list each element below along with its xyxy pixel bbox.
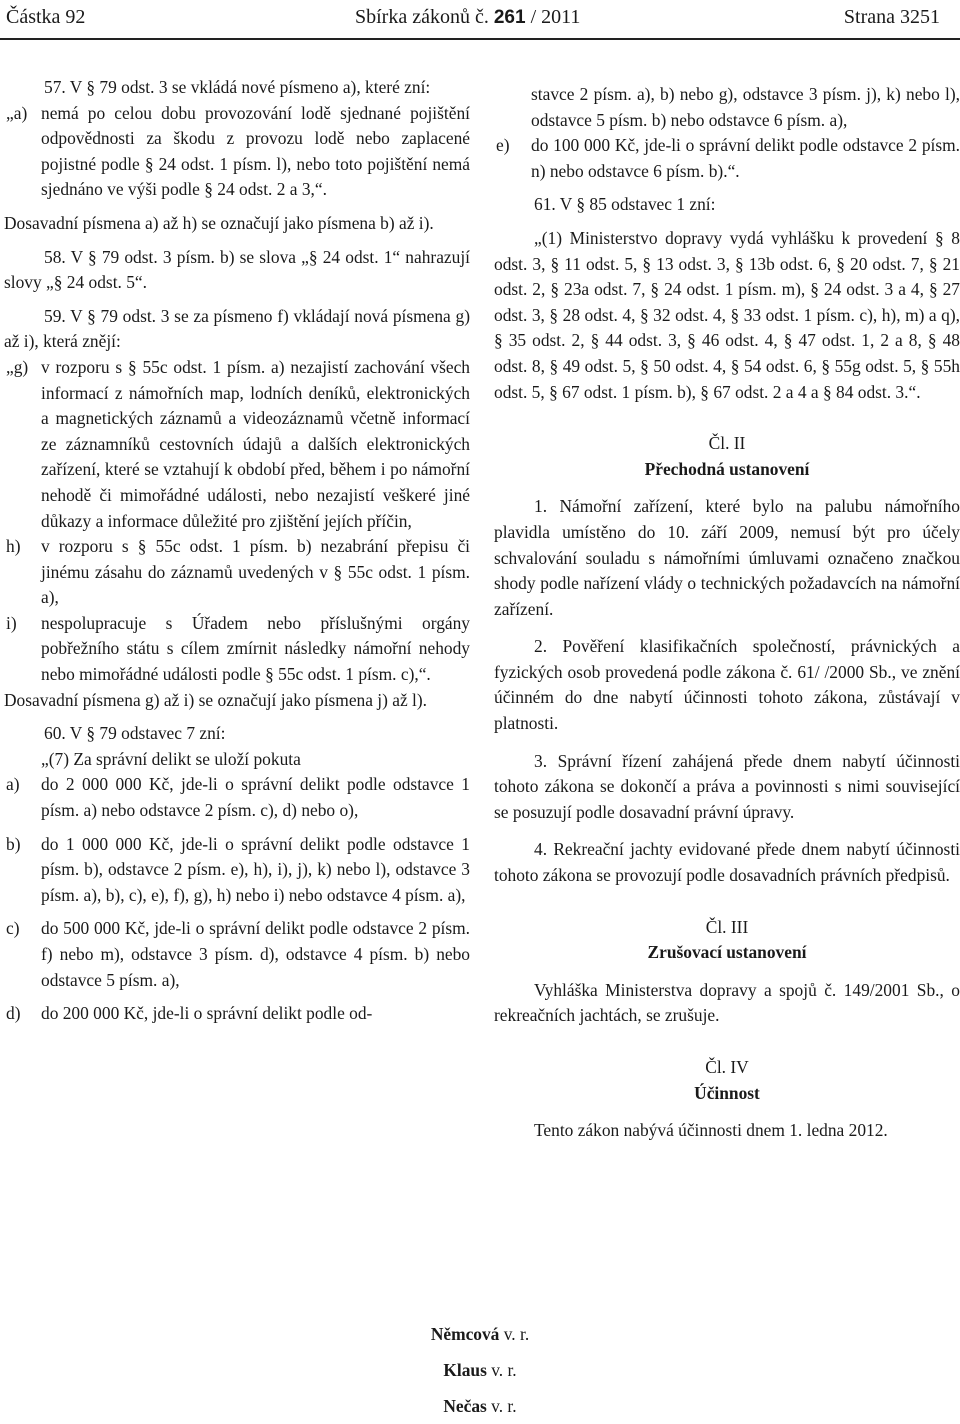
- paragraph-p59i: [4, 611, 470, 688]
- paragraph-p59h: [4, 534, 470, 611]
- paragraph-r60e: [494, 133, 960, 184]
- paragraph-text: Čl. II: [708, 433, 746, 454]
- right-column: [494, 82, 960, 1144]
- item-label: e): [496, 135, 510, 156]
- paragraph-text: 60. V § 79 odstavec 7 zní:: [44, 723, 226, 744]
- signatures-block: [0, 1316, 960, 1424]
- paragraph-text: 4. Rekreační jachty evidované přede dnem nabytí účinnosti tohoto zákona se provozují podle dosavadních právních předpisů.: [494, 839, 960, 886]
- paragraph-text: Dosavadní písmena g) až i) se označují jako písmena j) až l).: [4, 689, 428, 710]
- paragraph-rc2p4: [494, 837, 960, 888]
- item-label: b): [6, 833, 21, 854]
- item-label: i): [6, 612, 17, 633]
- left-column: [4, 75, 470, 1027]
- page-number: Strana 3251: [843, 6, 940, 28]
- item-label: h): [6, 536, 21, 557]
- paragraph-p59g: [4, 355, 470, 534]
- paragraph-text: Čl. III: [705, 916, 749, 937]
- paragraph-p59: [4, 304, 470, 355]
- paragraph-text: Tento zákon nabývá účinnosti dnem 1. ledna 2012.: [534, 1120, 888, 1141]
- paragraph-text: „(1) Ministerstvo dopravy vydá vyhlášku k provedení § 8 odst. 3, § 11 odst. 5, § 13 odst. 3, § 13b odst. 6, § 20 odst. 7, § 21 odst. 2, § 23a odst. 7, § 24 odst. 1 písm. m), § 24 odst. 3 a 4, § 27 odst. 3, § 28 odst. 4, § 32 odst. 4, § 33 odst. 1 písm. c), h), m) a q), § 35 odst. 2, § 44 odst. 3, § 46 odst. 4, § 47 odst. 1, 2 a 8, § 48 odst. 8, § 49 odst. 5, § 50 odst. 4, § 54 odst. 6, § 55g odst. 5, § 55h odst. 5, § 67 odst. 1 písm. b), § 67 odst. 2 a 4 a § 84 odst. 3.“.: [494, 227, 960, 402]
- paragraph-text: do 500 000 Kč, jde-li o správní delikt podle odstavce 2 písm. f) nebo m), odstavce 3 písm. d), odstavce 4 písm. b) nebo odstavce 5 písm. a),: [41, 918, 470, 990]
- paragraph-p58: [4, 245, 470, 296]
- signature-suffix: v. r.: [486, 1360, 517, 1380]
- paragraph-p57b: [4, 211, 470, 237]
- paragraph-rc2t: [494, 457, 960, 483]
- item-label: d): [6, 1003, 21, 1024]
- paragraph-text: stavce 2 písm. a), b) nebo g), odstavce 3 písm. j), k) nebo l), odstavce 5 písm. b) nebo odstavce 6 písm. a),: [531, 84, 960, 130]
- paragraph-rc4p: [494, 1118, 960, 1144]
- paragraph-r60d: [494, 82, 960, 133]
- item-label: a): [6, 774, 20, 795]
- paragraph-text: 3. Správní řízení zahájená přede dnem nabytí účinnosti tohoto zákona se dokončí a práva a povinnosti s nimi související se posuzují podle dosavadní právní úpravy.: [494, 750, 960, 822]
- paragraph-rc2p3: [494, 749, 960, 826]
- law-number: 261: [493, 7, 526, 28]
- paragraph-text: nespolupracuje s Úřadem nebo příslušnými orgány pobřežního státu s cílem zmírnit následky námořní nehody nebo mimořádné události podle § 55c odst. 1 písm. c),“.: [41, 612, 470, 685]
- item-label: c): [6, 918, 20, 939]
- paragraph-p60a: [4, 772, 470, 823]
- item-label: „g): [6, 356, 29, 377]
- paragraph-r61: [494, 192, 960, 218]
- paragraph-p60: [4, 721, 470, 747]
- page-header: [0, 6, 960, 30]
- item-label: „a): [6, 102, 28, 123]
- paragraph-rc2p2: [494, 634, 960, 736]
- collection-prefix: Sbírka zákonů č.: [355, 6, 494, 28]
- paragraph-text: 61. V § 85 odstavec 1 zní:: [534, 194, 716, 215]
- signature-suffix: v. r.: [486, 1396, 517, 1416]
- paragraph-p57: [4, 75, 470, 101]
- paragraph-text: nemá po celou dobu provozování lodě sjednané pojištění odpovědnosti za škodu z provozu lodě nebo zaplacené pojistné podle § 24 odst. 1 písm. l), nebo toto pojištění nemá sjednáno ve výši podle § 24 odst. 2 a 3,“.: [41, 102, 470, 200]
- paragraph-text: Zrušovací ustanovení: [647, 942, 807, 963]
- signature-line: [0, 1316, 960, 1352]
- signatory-name: Němcová: [430, 1324, 500, 1344]
- paragraph-text: Čl. IV: [705, 1057, 749, 1077]
- signature-suffix: v. r.: [499, 1324, 530, 1344]
- paragraph-text: Účinnost: [694, 1082, 760, 1103]
- paragraph-text: 2. Pověření klasifikačních společností, právnických a fyzických osob provedená podle zákona č. 61/ /2000 Sb., ve znění účinném do dne nabytí účinnosti tohoto zákona, zůstávají v platnosti.: [494, 636, 960, 734]
- paragraph-text: do 100 000 Kč, jde-li o správní delikt podle odstavce 2 písm. n) nebo odstavce 6 písm. b).“.: [531, 135, 960, 181]
- signature-line: [0, 1352, 960, 1388]
- paragraph-p60c: [4, 916, 470, 993]
- paragraph-p60b: [4, 832, 470, 909]
- paragraph-p59z: [4, 688, 470, 714]
- paragraph-p57a: [4, 101, 470, 203]
- paragraph-text: 1. Námořní zařízení, které bylo na palubu námořního plavidla umístěno do 10. září 2009, nemusí být pro účely schvalování souladu s námořními úmluvami označeno značkou shody podle nařízení vlády o technických požadavcích na námořní zařízení.: [494, 496, 960, 619]
- paragraph-rc3: [494, 915, 960, 941]
- paragraph-rc3p: [494, 978, 960, 1029]
- signature-line: [0, 1388, 960, 1424]
- collection-title: [355, 6, 580, 29]
- paragraph-text: do 1 000 000 Kč, jde-li o správní delikt podle odstavce 1 písm. b), odstavce 2 písm. e), h), i), j), k) nebo l), odstavce 3 písm. a), b), c), e), f), g), h) nebo i) nebo odstavce 4 písm. a),: [41, 833, 470, 905]
- header-rule: [0, 38, 960, 40]
- paragraph-rc3t: [494, 940, 960, 966]
- paragraph-text: Přechodná ustanovení: [644, 458, 810, 479]
- paragraph-r61q: [494, 226, 960, 405]
- paragraph-rc2: [494, 431, 960, 457]
- paragraph-text: „(7) Za správní delikt se uloží pokuta: [41, 748, 301, 769]
- signatory-name: Nečas: [443, 1396, 487, 1416]
- paragraph-text: do 200 000 Kč, jde-li o správní delikt podle od-: [41, 1003, 373, 1024]
- paragraph-text: v rozporu s § 55c odst. 1 písm. a) nezajistí zachování všech informací z námořních map, lodních deníků, elektronických a magnetických záznamů a videozáznamů včetně informací ze záznamníků cestovních údajů a dalších elektronických zařízení, které se vztahují k období před, během i po námořní nehodě či mimořádné události, nebo nezajistí veškeré jiné důkazy a informace důležité pro zjištění jejích příčin,: [41, 356, 470, 531]
- collection-year: / 2011: [525, 6, 581, 28]
- paragraph-rc4t: [494, 1081, 960, 1107]
- paragraph-p60d: [4, 1001, 470, 1027]
- paragraph-rc2p1: [494, 494, 960, 622]
- paragraph-text: Dosavadní písmena a) až h) se označují jako písmena b) až i).: [4, 212, 434, 233]
- signatory-name: Klaus: [443, 1360, 487, 1380]
- paragraph-text: 58. V § 79 odst. 3 písm. b) se slova „§ 24 odst. 1“ nahrazují slovy „§ 24 odst. 5“.: [4, 246, 470, 293]
- issue-number: Částka 92: [6, 6, 86, 28]
- paragraph-text: do 2 000 000 Kč, jde-li o správní delikt podle odstavce 1 písm. a) nebo odstavce 2 písm. c), d) nebo o),: [41, 774, 470, 821]
- paragraph-text: v rozporu s § 55c odst. 1 písm. b) nezabrání přepisu či jinému zásahu do záznamů uvedených v § 55c odst. 1 písm. a),: [41, 536, 470, 608]
- paragraph-text: 59. V § 79 odst. 3 se za písmeno f) vkládají nová písmena g) až i), která znějí:: [4, 305, 470, 352]
- paragraph-p60q: [4, 747, 470, 773]
- paragraph-rc4: [494, 1055, 960, 1081]
- paragraph-text: Vyhláška Ministerstva dopravy a spojů č. 149/2001 Sb., o rekreačních jachtách, se zrušuje.: [494, 979, 960, 1026]
- paragraph-text: 57. V § 79 odst. 3 se vkládá nové písmeno a), které zní:: [44, 77, 431, 97]
